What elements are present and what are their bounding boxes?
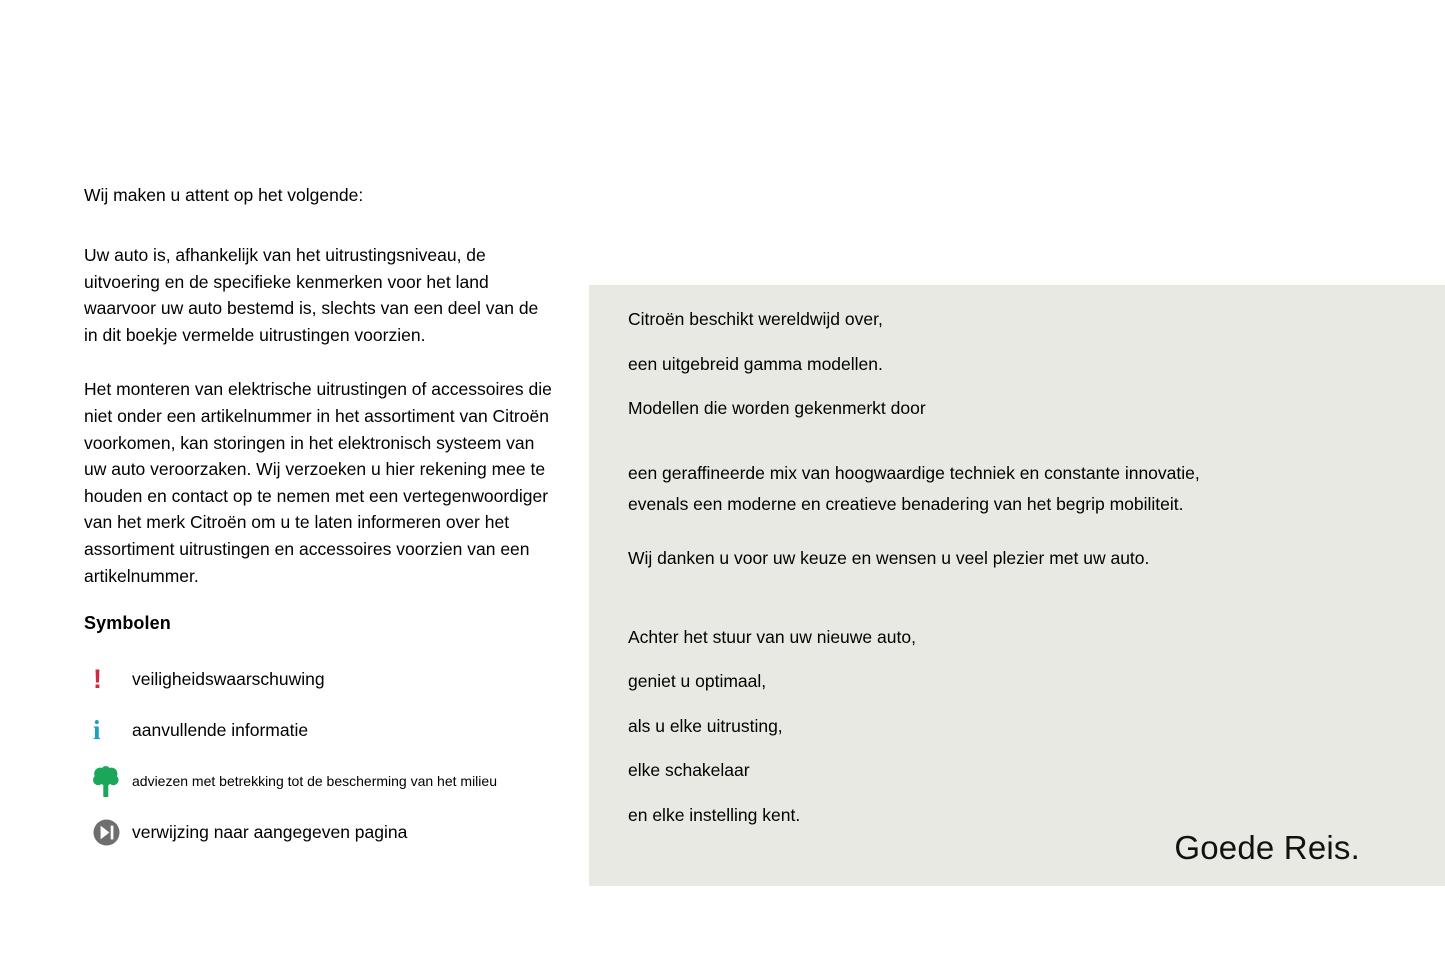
list-item [84,807,554,858]
welcome-line: en elke instelling kent. [628,804,801,825]
notice-column [84,185,554,858]
spacer [84,348,554,376]
farewell-text: Goede Reis. [1174,829,1360,866]
symbol-label: verwijzing naar aangegeven pagina [132,822,408,843]
welcome-line: Wij danken u voor uw keuze en wensen u veel plezier met uw auto. [628,547,1150,568]
list-item [84,756,554,807]
spacer [84,206,554,242]
spacer [84,634,554,654]
list-item [84,654,554,705]
list-item [84,705,554,756]
welcome-panel-text [628,285,1418,849]
symbols-legend-list [84,654,554,858]
symbol-label: aanvullende informatie [132,720,309,741]
skip-to-page-reference-icon [84,819,132,846]
welcome-block-2 [628,463,1418,515]
notice-paragraph-2: Het monteren van elektrische uitrustingen of accessoires die niet onder een artikelnummer in het assortiment van Citroën voorkomen, kan storingen in het elektronisch systeem van uw auto veroorzaken. Wij verzoeken u hier rekening mee te houden en contact op te nemen met een vertegenwoordiger van het merk Citroën om u te laten informeren over het assortiment uitrustingen en accessoires voorzien van een artikelnummer. [84,379,552,586]
spacer [84,589,554,613]
welcome-line: een geraffineerde mix van hoogwaardige techniek en constante innovatie, [628,462,1200,483]
notice-paragraph-1: Uw auto is, afhankelijk van het uitrustingsniveau, de uitvoering en de specifieke kenmerken voor het land waarvoor uw auto bestemd is, slechts van een deel van de in dit boekje vermelde uitrustingen voorzien. [84,245,539,345]
welcome-block-4 [628,627,1418,826]
information-i-icon: i [93,715,101,746]
welcome-line: een uitgebreid gamma modellen. [628,353,883,374]
welcome-line: Citroën beschikt wereldwijd over, [628,309,883,329]
welcome-panel [589,285,1445,886]
welcome-line: elke schakelaar [628,760,750,780]
tree-environment-icon [84,766,132,798]
welcome-line: geniet u optimaal, [628,671,767,691]
welcome-line: Achter het stuur van uw nieuwe auto, [628,626,916,647]
welcome-line: evenals een moderne en creatieve benadering van het begrip mobiliteit. [628,493,1184,514]
welcome-block-3 [628,548,1418,569]
welcome-block-1 [628,309,1418,419]
welcome-line: als u elke uitrusting, [628,715,783,736]
welcome-line: Modellen die worden gekenmerkt door [628,398,926,418]
symbols-heading: Symbolen [84,613,171,634]
notice-lead: Wij maken u attent op het volgende: [84,185,364,205]
symbol-label: adviezen met betrekking tot de bescherming van het milieu [132,773,497,790]
symbol-label: veiligheidswaarschuwing [132,669,325,690]
exclamation-warning-icon: ! [93,664,102,695]
